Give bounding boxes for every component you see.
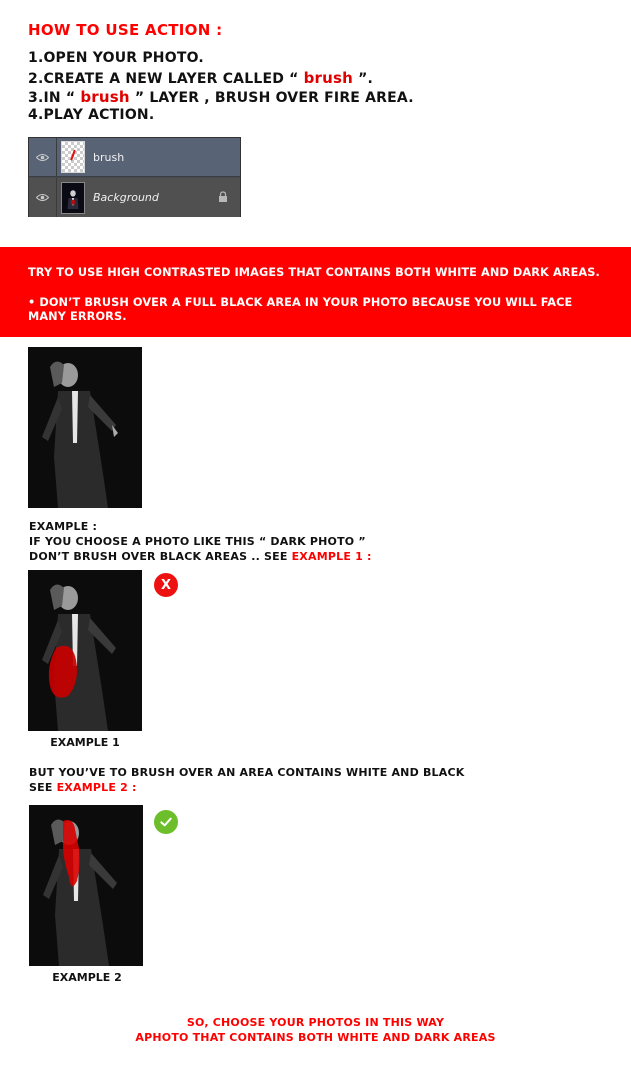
step-3-text-end: ” LAYER , BRUSH OVER FIRE AREA.	[129, 90, 414, 106]
example-1-photo	[28, 570, 142, 731]
layers-panel	[28, 137, 241, 217]
step-3	[28, 88, 414, 106]
footer-line-2: APHOTO THAT CONTAINS BOTH WHITE AND DARK AREAS	[135, 1031, 496, 1044]
example-label: EXAMPLE :	[29, 520, 98, 533]
tips-banner	[0, 247, 631, 337]
example-2-reference: EXAMPLE 2 :	[56, 781, 137, 794]
lock-icon	[218, 191, 228, 203]
layer-row-brush[interactable]	[29, 138, 240, 177]
step-3-text: 3.IN “	[28, 90, 81, 106]
layer-thumbnail-background	[61, 182, 85, 214]
step-2-text-end: ”.	[353, 71, 373, 87]
layer-row-background[interactable]	[29, 178, 240, 217]
tip-contrast: TRY TO USE HIGH CONTRASTED IMAGES THAT CONTAINS BOTH WHITE AND DARK AREAS.	[28, 266, 600, 279]
example-2-photo	[29, 805, 143, 966]
step-2	[28, 69, 373, 87]
checkmark-icon	[154, 810, 178, 834]
layer-name-background[interactable]: Background	[93, 191, 159, 204]
footer-line-1: SO, CHOOSE YOUR PHOTOS IN THIS WAY	[186, 1016, 445, 1029]
example-1-reference: EXAMPLE 1 :	[291, 550, 372, 563]
example-2-caption: EXAMPLE 2	[52, 971, 122, 984]
example-2-intro-line1: BUT YOU’VE TO BRUSH OVER AN AREA CONTAINS WHITE AND BLACK	[29, 766, 465, 779]
tip-black-area-cont: MANY ERRORS.	[28, 310, 127, 323]
eye-icon[interactable]	[29, 178, 57, 217]
example-intro-line2-text: DON’T BRUSH OVER BLACK AREAS .. SEE	[29, 550, 292, 563]
step-2-text: 2.CREATE A NEW LAYER CALLED “	[28, 71, 304, 87]
dark-photo-sample	[28, 347, 142, 508]
eye-icon[interactable]	[29, 138, 57, 176]
example-intro-line2	[29, 549, 372, 564]
layer-name-brush[interactable]: brush	[93, 150, 125, 164]
example-2-intro-line2-text: SEE	[29, 781, 57, 794]
example-1-caption: EXAMPLE 1	[50, 736, 120, 749]
step-4: 4.PLAY ACTION.	[28, 107, 155, 123]
layer-thumbnail-brush	[61, 141, 85, 173]
step-1: 1.OPEN YOUR PHOTO.	[28, 50, 204, 66]
step-3-layer-name: brush	[80, 88, 130, 106]
instructions-heading: HOW TO USE ACTION :	[28, 21, 223, 39]
step-2-layer-name: brush	[303, 69, 353, 87]
x-mark-icon: X	[154, 573, 178, 597]
tip-black-area: • DON’T BRUSH OVER A FULL BLACK AREA IN YOUR PHOTO BECAUSE YOU WILL FACE	[28, 296, 573, 309]
example-intro-line1: IF YOU CHOOSE A PHOTO LIKE THIS “ DARK PHOTO ”	[29, 535, 366, 548]
example-2-intro-line2	[29, 780, 137, 795]
